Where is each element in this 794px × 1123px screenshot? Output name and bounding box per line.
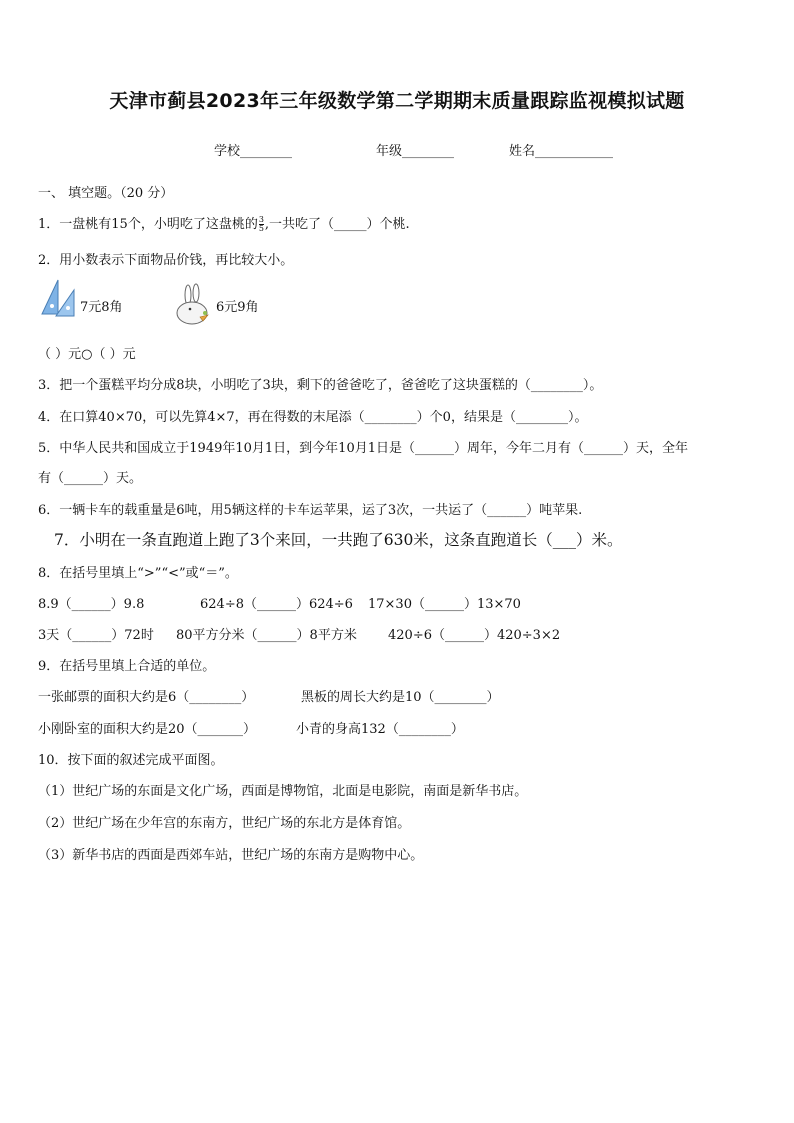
question-4: 4．在口算40×70，可以先算4×7，再在得数的末尾添（________）个0，结果是（________）。 (38, 410, 588, 425)
q10-item: （2）世纪广场在少年宫的东南方，世纪广场的东北方是体育馆。 (38, 816, 411, 831)
question-7: 7．小明在一条直跑道上跑了3个来回，一共跑了630米，这条直跑道长（___）米。 (54, 531, 623, 549)
rabbit-toy-icon (170, 283, 214, 327)
q9-item: 黑板的周长大约是10（________） (301, 690, 500, 705)
question-9: 9．在括号里填上合适的单位。 (38, 659, 216, 674)
page-title: 天津市蓟县2023年三年级数学第二学期期末质量跟踪监视模拟试题 (109, 90, 685, 112)
question-3: 3．把一个蛋糕平均分成8块，小明吃了3块，剩下的爸爸吃了，爸爸吃了这块蛋糕的（________）。 (38, 378, 603, 393)
q9-item: 小刚卧室的面积大约是20（_______） (38, 722, 257, 737)
question-6: 6．一辆卡车的载重量是6吨，用5辆这样的卡车运苹果，运了3次，一共运了（______）吨苹果. (38, 503, 583, 518)
fraction-denominator: 5 (258, 224, 264, 233)
q8-item: 17×30（______）13×70 (368, 597, 521, 612)
item2-price: 6元9角 (216, 300, 259, 315)
q9-item: 一张邮票的面积大约是6（________） (38, 690, 255, 705)
q8-item: 420÷6（______）420÷3×2 (388, 628, 561, 643)
q10-item: （1）世纪广场的东面是文化广场，西面是博物馆，北面是电影院，南面是新华书店。 (38, 784, 528, 799)
question-8: 8．在括号里填上“>”“<”或“＝”。 (38, 566, 238, 581)
q8-item: 80平方分米（______）8平方米 (176, 628, 357, 643)
q8-item: 624÷8（______）624÷6 (200, 597, 353, 612)
school-field[interactable]: 学校________ (214, 144, 293, 159)
name-field[interactable]: 姓名____________ (509, 144, 614, 159)
item1-price: 7元8角 (80, 300, 123, 315)
q8-item: 8.9（______）9.8 (38, 597, 145, 612)
q8-item: 3天（______）72时 (38, 628, 154, 643)
q9-item: 小青的身高132（________） (296, 722, 464, 737)
q1-text-before: 1．一盘桃有15个，小明吃了这盘桃的 (38, 217, 258, 232)
q1-text-after: ,一共吃了（_____）个桃. (264, 217, 410, 232)
question-1 (38, 213, 410, 233)
question-2: 2．用小数表示下面物品价钱，再比较大小。 (38, 253, 294, 268)
grade-field[interactable]: 年级________ (376, 144, 455, 159)
triangle-ruler-icon (40, 278, 76, 318)
question-5-line2: 有（______）天。 (38, 471, 143, 486)
q10-item: （3）新华书店的西面是西郊车站，世纪广场的东南方是购物中心。 (38, 848, 424, 863)
section-heading: 一、 填空题。（20 分） (38, 186, 174, 201)
question-5-line1: 5．中华人民共和国成立于1949年10月1日，到今年10月1日是（______）周年，今年二月有（______）天，全年 (38, 441, 688, 456)
question-10: 10．按下面的叙述完成平面图。 (38, 753, 224, 768)
fraction-numerator: 3 (258, 215, 264, 224)
fraction (259, 216, 264, 233)
q2-answer[interactable]: （ ）元○（ ）元 (38, 347, 136, 362)
